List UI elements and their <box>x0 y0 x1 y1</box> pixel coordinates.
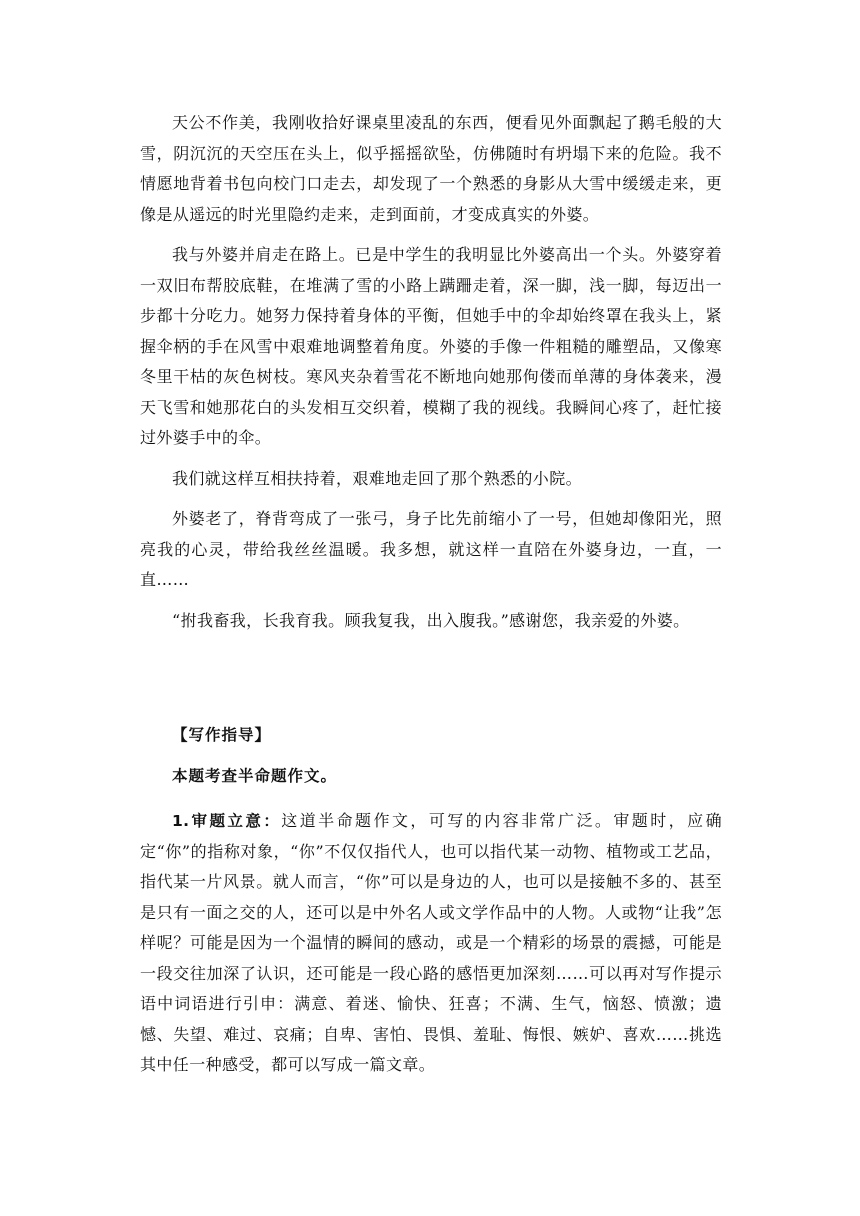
essay-paragraph: 天公不作美，我刚收拾好课桌里凌乱的东西，便看见外面飘起了鹅毛般的大雪，阴沉沉的天空压在头上，似乎摇摇欲坠，仿佛随时有坍塌下来的危险。我不情愿地背着书包向校门口走去，却发现了一个熟悉的身影从大雪中缓缓走来，更像是从遥远的时光里隐约走来，走到面前，才变成真实的外婆。 <box>140 113 722 224</box>
essay-paragraph: 外婆老了，脊背弯成了一张弓，身子比先前缩小了一号，但她却像阳光，照亮我的心灵，带给我丝丝温暖。我多想，就这样一直陪在外婆身边，一直，一直…… <box>140 509 722 589</box>
essay-paragraph: 我们就这样互相扶持着，艰难地走回了那个熟悉的小院。 <box>172 468 583 488</box>
essay-body <box>140 108 722 646</box>
guide-point-paragraph <box>140 806 722 1081</box>
guide-point-label: 1.审题立意： <box>172 812 282 830</box>
writing-guide-section <box>140 724 722 1081</box>
essay-paragraph: 我与外婆并肩走在路上。已是中学生的我明显比外婆高出一个头。外婆穿着一双旧布帮胶底鞋，在堆满了雪的小路上蹒跚走着，深一脚，浅一脚，每迈出一步都十分吃力。她努力保持着身体的平衡，但她手中的伞却始终罩在我头上，紧握伞柄的手在风雪中艰难地调整着角度。外婆的手像一件粗糙的雕塑品，又像寒冬里干枯的灰色树枝。寒风夹杂着雪花不断地向她那佝偻而单薄的身体袭来，漫天飞雪和她那花白的头发相互交织着，模糊了我的视线。我瞬间心疼了，赶忙接过外婆手中的伞。 <box>140 245 722 447</box>
essay-closing-paragraph: “拊我畜我，长我育我。顾我复我，出入腹我。”感谢您，我亲爱的外婆。 <box>172 610 690 630</box>
guide-point-text: 这道半命题作文，可写的内容非常广泛。审题时，应确定“你”的指称对象，“你”不仅仅指代人，也可以指代某一动物、植物或工艺品，指代某一片风景。就人而言，“你”可以是身边的人，也可以是接触不多的、甚至是只有一面之交的人，还可以是中外名人或文学作品中的人物。人或物“让我”怎样呢？可能是因为一个温情的瞬间的感动，或是一个精彩的场景的震撼，可能是一段交往加深了认识，还可能是一段心路的感悟更加深刻……可以再对写作提示语中词语进行引申：满意、着迷、愉快、狂喜；不满、生气，恼怒、愤激；遗憾、失望、难过、哀痛；自卑、害怕、畏惧、羞耻、悔恨、嫉妒、喜欢……挑选其中任一种感受，都可以写成一篇文章。 <box>140 811 722 1074</box>
guide-heading: 【写作指导】 <box>172 726 272 744</box>
guide-subheading: 本题考查半命题作文。 <box>172 767 338 785</box>
